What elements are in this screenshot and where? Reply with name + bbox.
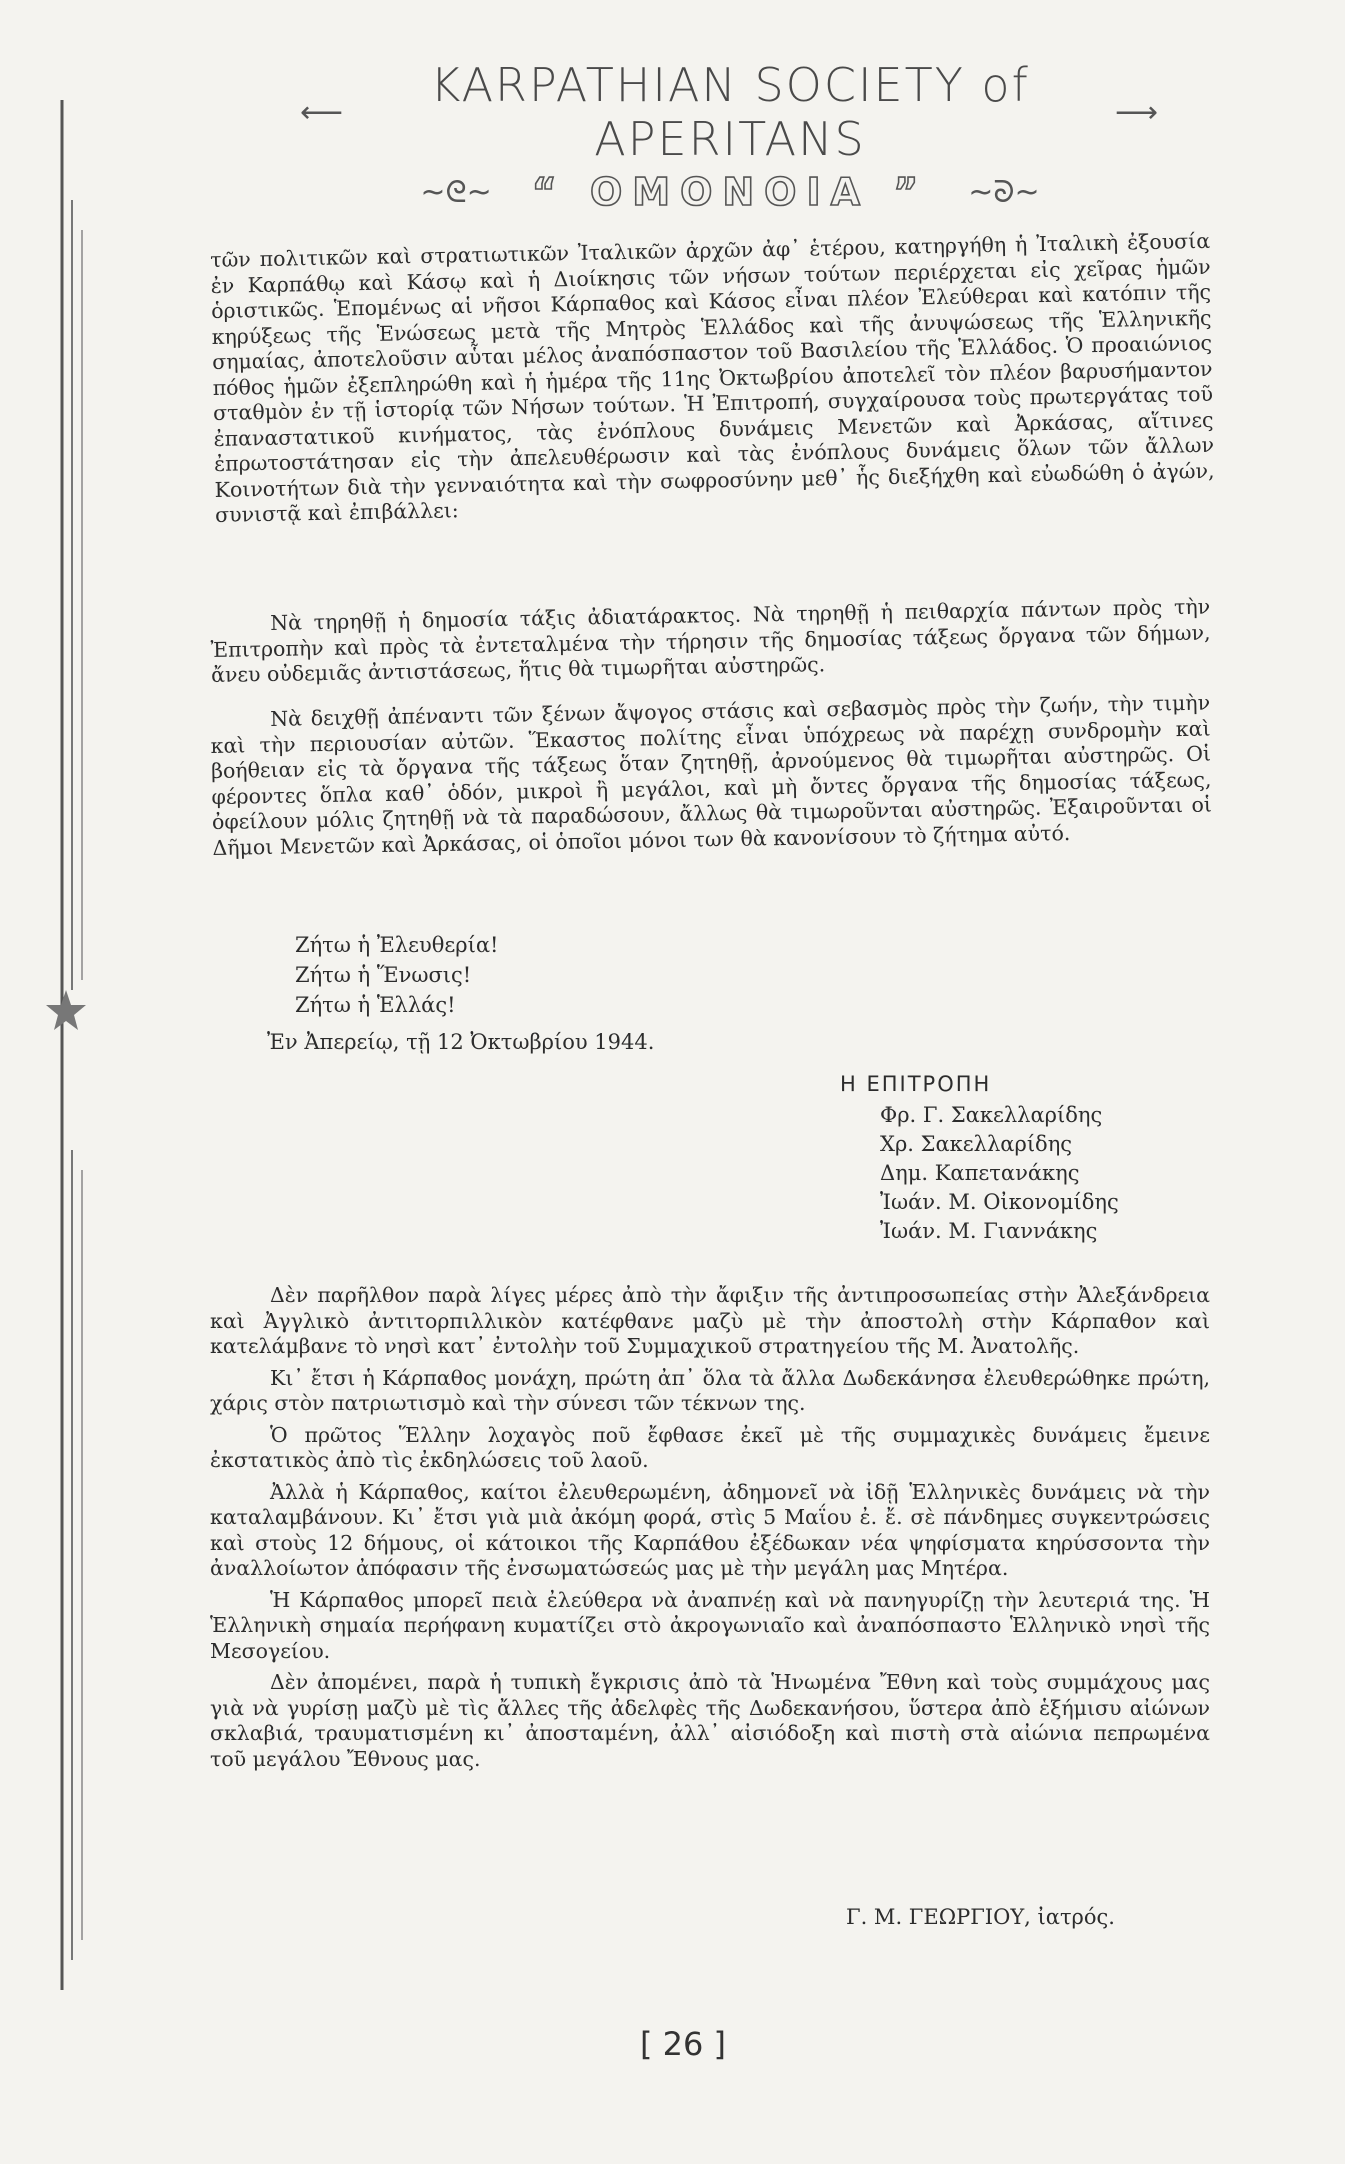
paragraph: Νὰ δειχθῇ ἀπέναντι τῶν ξένων ἄψογος στάσις καὶ σεβασμὸς πρὸς τὴν ζωήν, τὴν τιμὴν καὶ τὴν περιουσίαν αὐτῶν. Ἕκαστος πολίτης εἶναι ὑπόχρεως νὰ παρέχῃ συνδρομὴν καὶ βοήθειαν εἰς τὰ ὄργανα τῆς τάξεως ὅταν ζητηθῇ, ἀρνούμενος θὰ τιμωρῆται αὐστηρῶς. Οἱ φέροντες ὅπλα καθ᾽ ὁδόν, μικροὶ ἢ μεγάλοι, καὶ μὴ ὄντες ὄργανα τῆς δημοσίας τάξεως, ὀφείλουν μόλις ζητηθῇ νὰ τὰ παραδώσουν, ἄλλως θὰ τιμωροῦνται αὐστηρῶς. Ἐξαιροῦνται οἱ Δῆμοι Μενετῶν καὶ Ἀρκάσας, οἱ ὁποῖοι μόνοι των θὰ κανονίσουν τὸ ζήτημα αὐτό.	[210, 690, 1213, 860]
article-text	[210, 1283, 1210, 1778]
committee-signatures	[840, 1070, 1119, 1246]
right-curl-icon: ~ᘐ~	[968, 174, 1040, 210]
paragraph: Δὲν ἀπομένει, παρὰ ἡ τυπικὴ ἔγκρισις ἀπὸ τὰ Ἡνωμένα Ἔθνη καὶ τοὺς συμμάχους μας γιὰ νὰ γυρίσῃ μαζὺ μὲ τὶς ἄλλες τῆς ἀδελφὲς τῆς Δωδεκανήσου, ὕστερα ἀπὸ ἑξήμισυ αἰώνων σκλαβιά, τραυματισμένη κι᾽ ἀποσταμένη, ἀλλ᾽ αἰσιόδοξη καὶ πιστὴ στὰ αἰώνια πεπρωμένα τοῦ μεγάλου Ἔθνους μας.	[210, 1670, 1210, 1771]
slogan-line: Ζήτω ἡ Ἑλλάς!	[295, 993, 456, 1017]
proclamation-text	[210, 229, 1215, 535]
right-flourish-icon: ⟶	[1114, 94, 1160, 130]
society-header	[300, 58, 1160, 214]
paragraph: Κι᾽ ἔτσι ἡ Κάρπαθος μονάχη, πρώτη ἀπ᾽ ὅλα τὰ ἄλλα Δωδεκάνησα ἐλευθερώθηκε πρώτη, χάρις στὸν πατριωτισμὸ καὶ τὴν σύνεσι τῶν τέκνων της.	[210, 1365, 1210, 1415]
order-foreigners-text	[210, 691, 1213, 867]
committee-member: Ἰωάν. Μ. Οἰκονομίδης	[880, 1190, 1119, 1214]
paragraph: Νὰ τηρηθῇ ἡ δημοσία τάξις ἀδιατάρακτος. Νὰ τηρηθῇ ἡ πειθαρχία πάντων πρὸς τὴν Ἐπιτροπὴν καὶ πρὸς τὰ ἐντεταλμένα τὴν τήρησιν τῆς δημοσίας τάξεως ὄργανα τῶν δήμων, ἄνευ οὐδεμιᾶς ἀντιστάσεως, ἥτις θὰ τιμωρῆται αὐστηρῶς.	[210, 594, 1211, 687]
page-number: [ 26 ]	[640, 2025, 727, 2063]
paragraph: Ἀλλὰ ἡ Κάρπαθος, καίτοι ἐλευθερωμένη, ἀδημονεῖ νὰ ἰδῇ Ἑλληνικὲς δυνάμεις νὰ τὴν καταλαμβάνουν. Κι᾽ ἔτσι γιὰ μιὰ ἀκόμη φορά, στὶς 5 Μαΐου ἐ. ἔ. σὲ πάνδημες συγκεντρώσεις καὶ στοὺς 12 δήμους, οἱ κάτοικοι τῆς Καρπάθου ἐξέδωκαν νέα ψηφίσματα κηρύσσοντα τὴν ἀναλλοίωτον ἀπόφασιν τῆς ἐνσωματώσεώς μας μὲ τὴν μεγάλη μας Μητέρα.	[210, 1479, 1210, 1580]
paragraph: Ἡ Κάρπαθος μπορεῖ πειὰ ἐλεύθερα νὰ ἀναπνέῃ καὶ νὰ πανηγυρίζῃ τὴν λευτεριά της. Ἡ Ἑλληνικὴ σημαία περήφανη κυματίζει στὸ ἀκρογωνιαῖο καὶ ἀναπόσπαστο Ἑλληνικὸ νησὶ τῆς Μεσογείου.	[210, 1587, 1210, 1663]
dateline: Ἐν Ἀπερείῳ, τῇ 12 Ὀκτωβρίου 1944.	[267, 1030, 655, 1054]
paragraph: Δὲν παρῆλθον παρὰ λίγες μέρες ἀπὸ τὴν ἄφιξιν τῆς ἀντιπροσωπείας στὴν Ἀλεξάνδρεια καὶ Ἀγγλικὸ ἀντιτορπιλλικὸν κατέφθανε μαζὺ μὲ τὴν ἀποστολὴ στὴν Κάρπαθον καὶ κατελάμβανε τὸ νησὶ κατ᾽ ἐντολὴν τοῦ Συμμαχικοῦ στρατηγείου τῆς Μ. Ἀνατολῆς.	[210, 1283, 1210, 1358]
society-subtitle: “ ΟΜΟΝΟΙΑ ”	[531, 170, 929, 214]
committee-member: Ἰωάν. Μ. Γιαννάκης	[880, 1219, 1098, 1243]
slogan-line: Ζήτω ἡ Ἕνωσις!	[295, 963, 472, 987]
committee-member: Χρ. Σακελλαρίδης	[880, 1132, 1073, 1156]
paragraph: Ὁ πρῶτος Ἕλλην λοχαγὸς ποῦ ἔφθασε ἐκεῖ μὲ τῆς συμμαχικὲς δυνάμεις ἔμεινε ἐκστατικὸς ἀπὸ τὶς ἐκδηλώσεις τοῦ λαοῦ.	[210, 1422, 1210, 1472]
header-title-row	[300, 58, 1160, 166]
left-flourish-icon: ⟵	[300, 94, 346, 130]
committee-member: Δημ. Καπετανάκης	[880, 1161, 1080, 1185]
committee-title: Η ΕΠΙΤΡΟΠΗ	[840, 1072, 992, 1096]
left-curl-icon: ~ᘓ~	[420, 174, 492, 210]
slogans	[295, 930, 498, 1020]
author-signature: Γ. Μ. ΓΕΩΡΓΙΟΥ, ἰατρός.	[846, 1905, 1115, 1929]
paragraph: τῶν πολιτικῶν καὶ στρατιωτικῶν Ἰταλικῶν ἀρχῶν ἀφ᾽ ἑτέρου, κατηργήθη ἡ Ἰταλικὴ ἐξουσία ἐν Καρπάθῳ καὶ Κάσῳ καὶ ἡ Διοίκησις τῶν νήσων τούτων περιέρχεται εἰς χεῖρας ἡμῶν ὁριστικῶς. Ἑπομένως αἱ νῆσοι Κάρπαθος καὶ Κάσος εἶναι πλέον Ἐλεύθεραι καὶ κατόπιν τῆς κηρύξεως τῆς Ἑνώσεως μετὰ τῆς Μητρὸς Ἑλλάδος καὶ τῆς ἀνυψώσεως τῆς Ἑλληνικῆς σημαίας, ἀποτελοῦσιν αὗται μέλος ἀναπόσπαστον τοῦ Βασιλείου τῆς Ἑλλάδος. Ὁ προαιώνιος πόθος ἡμῶν ἐξεπληρώθη καὶ ἡ ἡμέρα τῆς 11ης Ὀκτωβρίου ἀποτελεῖ τὸν πλέον βαρυσήμαντον σταθμὸν ἐν τῇ ἱστορίᾳ τῶν Νήσων τούτων. Ἡ Ἐπιτροπή, συγχαίρουσα τοὺς πρωτεργάτας τοῦ ἐπαναστατικοῦ κινήματος, τὰς ἐνόπλους δυνάμεις Μενετῶν καὶ Ἀρκάσας, αἵτινες ἐπρωτοστάτησαν εἰς τὴν ἀπελευθέρωσιν καὶ τὰς ἐνόπλους δυνάμεις ὅλων τῶν ἄλλων Κοινοτήτων διὰ τὴν γενναιότητα καὶ τὴν σωφροσύνην μεθ᾽ ἧς διεξήχθη καὶ εὐωδώθη ὁ ἀγών, συνιστᾷ καὶ ἐπιβάλλει:	[210, 228, 1215, 527]
ornamental-border	[40, 60, 100, 2000]
society-title: KARPATHIAN SOCIETY of APERITANS	[430, 58, 1030, 166]
order-public-text	[210, 595, 1211, 695]
header-subtitle-row	[300, 170, 1160, 214]
committee-member: Φρ. Γ. Σακελλαρίδης	[880, 1103, 1103, 1127]
slogan-line: Ζήτω ἡ Ἐλευθερία!	[295, 933, 499, 957]
